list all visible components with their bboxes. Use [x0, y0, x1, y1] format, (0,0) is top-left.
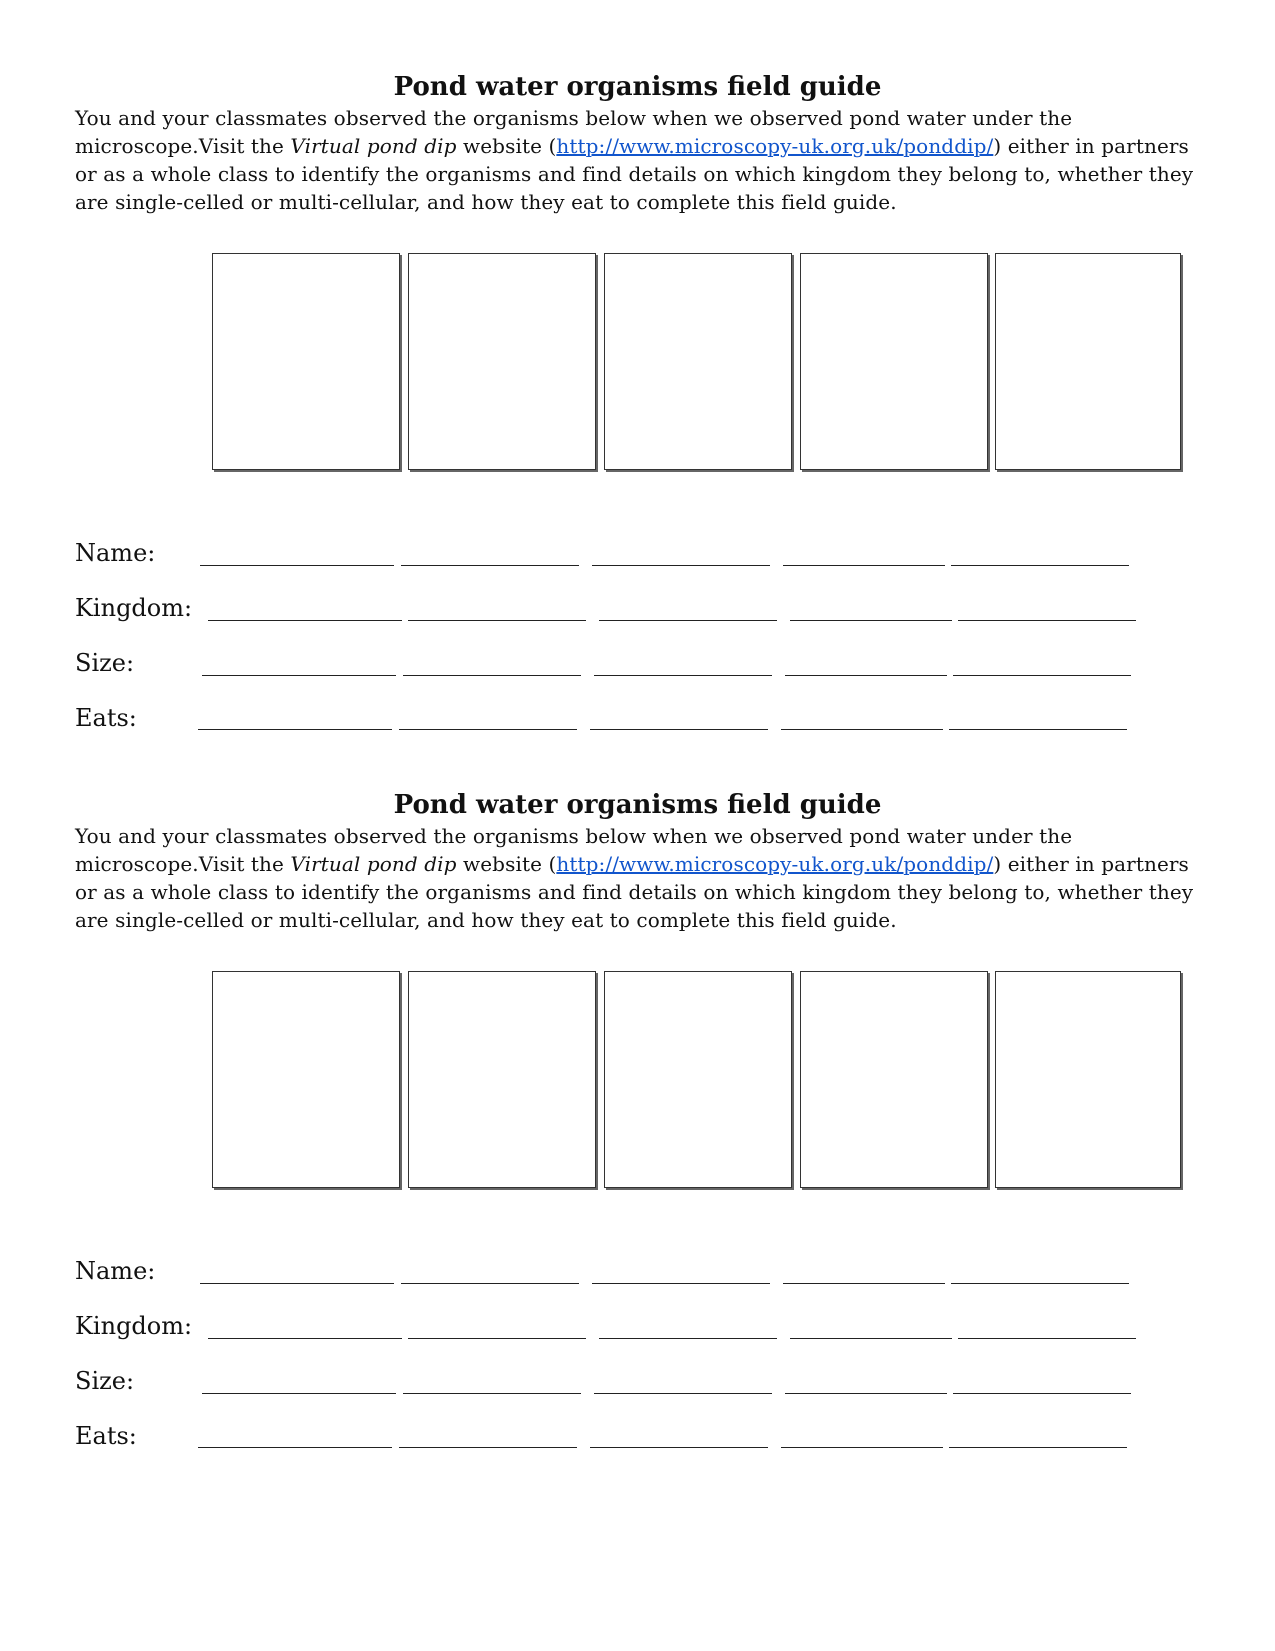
organism-image-box — [604, 253, 792, 470]
kingdom-answer-line[interactable] — [599, 1338, 777, 1339]
name-answer-line[interactable] — [951, 1283, 1129, 1284]
kingdom-answer-line[interactable] — [208, 1338, 402, 1339]
kingdom-label: Kingdom: — [75, 1312, 193, 1340]
field-guide-title: Pond water organisms field guide — [393, 72, 882, 102]
size-answer-line[interactable] — [202, 675, 396, 676]
organism-image-box — [995, 971, 1181, 1188]
kingdom-answer-line[interactable] — [958, 1338, 1136, 1339]
kingdom-answer-line[interactable] — [408, 620, 586, 621]
size-answer-line[interactable] — [953, 675, 1131, 676]
kingdom-answer-line[interactable] — [408, 1338, 586, 1339]
name-answer-line[interactable] — [783, 565, 945, 566]
field-guide-intro — [75, 104, 1200, 216]
name-answer-line[interactable] — [592, 1283, 770, 1284]
size-answer-line[interactable] — [403, 1393, 581, 1394]
organism-image-box — [408, 253, 596, 470]
kingdom-answer-line[interactable] — [790, 620, 952, 621]
site-name: Virtual pond dip — [290, 852, 457, 876]
size-answer-line[interactable] — [785, 1393, 947, 1394]
intro-text: website ( — [456, 134, 557, 158]
size-answer-line[interactable] — [202, 1393, 396, 1394]
intro-text: ) either in partners or as a whole class to identify the organisms and find details on which kingdom they belong to, whether they are single-celled or multi-cellular, and how they eat to complete this field guide. — [75, 852, 1194, 932]
eats-label: Eats: — [75, 1422, 137, 1450]
name-answer-line[interactable] — [200, 565, 394, 566]
eats-answer-line[interactable] — [198, 1447, 392, 1448]
name-answer-line[interactable] — [200, 1283, 394, 1284]
organism-image-box — [800, 971, 988, 1188]
intro-text: You and your classmates observed the organisms below when we observed pond water under the microscope.Visit the — [75, 824, 1073, 876]
size-label: Size: — [75, 649, 135, 677]
kingdom-answer-line[interactable] — [208, 620, 402, 621]
size-label: Size: — [75, 1367, 135, 1395]
ponddip-link[interactable]: http://www.microscopy-uk.org.uk/ponddip/ — [556, 134, 994, 158]
size-answer-line[interactable] — [403, 675, 581, 676]
organism-image-box — [995, 253, 1181, 470]
field-guide-title: Pond water organisms field guide — [393, 790, 882, 820]
organism-image-box — [212, 253, 400, 470]
eats-answer-line[interactable] — [399, 1447, 577, 1448]
organism-image-box — [212, 971, 400, 1188]
eats-answer-line[interactable] — [781, 1447, 943, 1448]
intro-text: website ( — [456, 852, 557, 876]
intro-text: You and your classmates observed the organisms below when we observed pond water under the microscope.Visit the — [75, 106, 1073, 158]
size-answer-line[interactable] — [594, 1393, 772, 1394]
organism-image-box — [800, 253, 988, 470]
name-answer-line[interactable] — [401, 565, 579, 566]
organism-image-box — [604, 971, 792, 1188]
name-label: Name: — [75, 1257, 156, 1285]
kingdom-answer-line[interactable] — [958, 620, 1136, 621]
field-guide-section-1 — [0, 0, 1275, 732]
organism-image-box — [408, 971, 596, 1188]
size-answer-line[interactable] — [594, 675, 772, 676]
kingdom-label: Kingdom: — [75, 594, 193, 622]
kingdom-answer-line[interactable] — [599, 620, 777, 621]
intro-text: ) either in partners or as a whole class to identify the organisms and find details on which kingdom they belong to, whether they are single-celled or multi-cellular, and how they eat to complete this field guide. — [75, 134, 1194, 214]
name-answer-line[interactable] — [783, 1283, 945, 1284]
name-label: Name: — [75, 539, 156, 567]
ponddip-link[interactable]: http://www.microscopy-uk.org.uk/ponddip/ — [556, 852, 994, 876]
field-guide-section-2 — [0, 718, 1275, 1450]
size-answer-line[interactable] — [953, 1393, 1131, 1394]
eats-answer-line[interactable] — [590, 1447, 768, 1448]
name-answer-line[interactable] — [401, 1283, 579, 1284]
field-guide-intro — [75, 822, 1200, 934]
site-name: Virtual pond dip — [290, 134, 457, 158]
name-answer-line[interactable] — [951, 565, 1129, 566]
eats-answer-line[interactable] — [949, 1447, 1127, 1448]
kingdom-answer-line[interactable] — [790, 1338, 952, 1339]
name-answer-line[interactable] — [592, 565, 770, 566]
size-answer-line[interactable] — [785, 675, 947, 676]
eats-label: Eats: — [75, 704, 137, 732]
